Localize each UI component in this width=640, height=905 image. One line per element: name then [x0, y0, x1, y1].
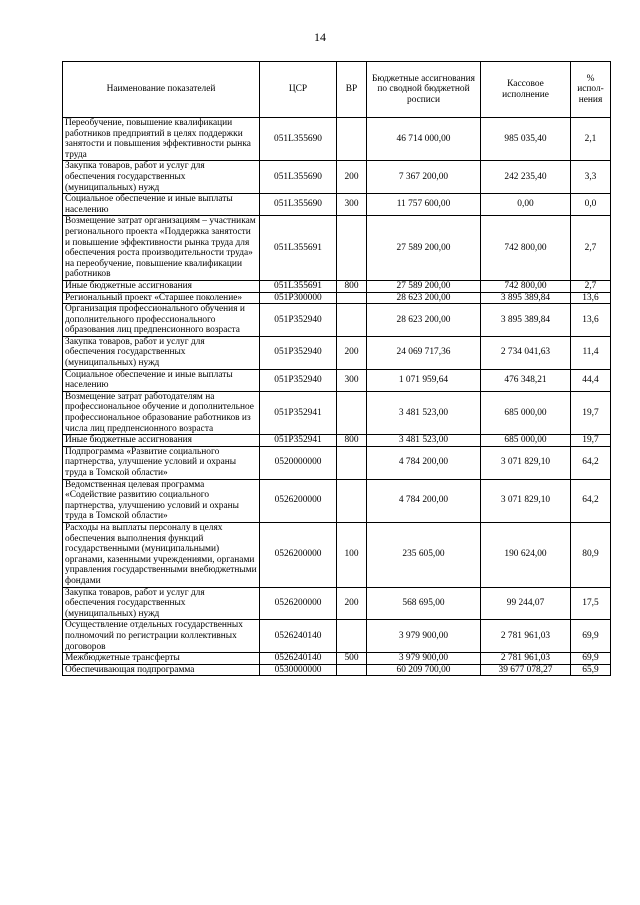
row-cash: 742 800,00 — [481, 216, 571, 281]
table-row — [63, 435, 611, 447]
row-vr — [337, 118, 367, 161]
header-percent: % испол-нения — [571, 62, 611, 118]
row-name: Обеспечивающая подпрограмма — [63, 664, 260, 676]
row-assignments: 27 589 200,00 — [367, 216, 481, 281]
row-assignments: 11 757 600,00 — [367, 194, 481, 216]
row-name: Региональный проект «Старшее поколение» — [63, 292, 260, 304]
row-cash: 190 624,00 — [481, 522, 571, 587]
row-vr: 500 — [337, 653, 367, 665]
row-cash: 476 348,21 — [481, 369, 571, 391]
row-percent: 64,2 — [571, 479, 611, 522]
table-row — [63, 664, 611, 676]
row-name: Возмещение затрат организациям – участникам регионального проекта «Поддержка занятости и повышение эффективности рынка труда для обеспечения роста производительности труда» на переобучение, повышение квалификации работников — [63, 216, 260, 281]
row-cash: 2 734 041,63 — [481, 336, 571, 369]
row-percent: 80,9 — [571, 522, 611, 587]
row-vr — [337, 620, 367, 653]
row-csr: 051P352940 — [260, 336, 337, 369]
row-vr — [337, 664, 367, 676]
row-percent: 19,7 — [571, 435, 611, 447]
row-percent: 2,7 — [571, 280, 611, 292]
table-row — [63, 292, 611, 304]
table-row — [63, 522, 611, 587]
row-cash: 2 781 961,03 — [481, 620, 571, 653]
row-csr: 051L355690 — [260, 161, 337, 194]
row-assignments: 7 367 200,00 — [367, 161, 481, 194]
row-cash: 3 071 829,10 — [481, 479, 571, 522]
row-vr: 200 — [337, 161, 367, 194]
header-cash-execution: Кассовое исполнение — [481, 62, 571, 118]
row-csr: 0530000000 — [260, 664, 337, 676]
row-percent: 69,9 — [571, 653, 611, 665]
row-assignments: 24 069 717,36 — [367, 336, 481, 369]
row-csr: 0526200000 — [260, 522, 337, 587]
row-name: Расходы на выплаты персоналу в целях обеспечения выполнения функций государственными (муниципальными) органами, казенными учреждениями, органами управления государственными внебюджетными фондами — [63, 522, 260, 587]
table-row — [63, 280, 611, 292]
row-name: Социальное обеспечение и иные выплаты населению — [63, 369, 260, 391]
row-cash: 0,00 — [481, 194, 571, 216]
row-csr: 051P352941 — [260, 435, 337, 447]
row-name: Закупка товаров, работ и услуг для обеспечения государственных (муниципальных) нужд — [63, 587, 260, 620]
row-name: Межбюджетные трансферты — [63, 653, 260, 665]
row-cash: 742 800,00 — [481, 280, 571, 292]
row-name: Закупка товаров, работ и услуг для обеспечения государственных (муниципальных) нужд — [63, 161, 260, 194]
row-name: Организация профессионального обучения и дополнительного профессионального образования лиц предпенсионного возраста — [63, 304, 260, 337]
table-row — [63, 194, 611, 216]
row-csr: 051L355691 — [260, 216, 337, 281]
table-row — [63, 391, 611, 434]
row-percent: 64,2 — [571, 446, 611, 479]
row-name: Иные бюджетные ассигнования — [63, 280, 260, 292]
row-percent: 2,7 — [571, 216, 611, 281]
row-cash: 3 071 829,10 — [481, 446, 571, 479]
row-csr: 051P352941 — [260, 391, 337, 434]
row-percent: 44,4 — [571, 369, 611, 391]
row-csr: 0526200000 — [260, 479, 337, 522]
row-vr: 200 — [337, 336, 367, 369]
table-row — [63, 587, 611, 620]
row-vr — [337, 292, 367, 304]
row-vr: 100 — [337, 522, 367, 587]
row-name: Возмещение затрат работодателям на профессиональное обучение и дополнительное профессиональное образование работников из числа лиц предпенсионного возраста — [63, 391, 260, 434]
row-assignments: 4 784 200,00 — [367, 479, 481, 522]
row-assignments: 4 784 200,00 — [367, 446, 481, 479]
page-number: 14 — [314, 30, 326, 44]
row-assignments: 3 979 900,00 — [367, 653, 481, 665]
row-name: Иные бюджетные ассигнования — [63, 435, 260, 447]
header-csr: ЦСР — [260, 62, 337, 118]
row-vr: 300 — [337, 194, 367, 216]
row-csr: 0526240140 — [260, 653, 337, 665]
row-percent: 19,7 — [571, 391, 611, 434]
row-csr: 051P300000 — [260, 292, 337, 304]
budget-execution-table — [62, 61, 611, 676]
row-cash: 3 895 389,84 — [481, 292, 571, 304]
row-csr: 0526200000 — [260, 587, 337, 620]
row-assignments: 1 071 959,64 — [367, 369, 481, 391]
row-vr: 200 — [337, 587, 367, 620]
row-vr — [337, 446, 367, 479]
row-name: Социальное обеспечение и иные выплаты населению — [63, 194, 260, 216]
row-percent: 13,6 — [571, 292, 611, 304]
row-cash: 99 244,07 — [481, 587, 571, 620]
row-csr: 051P352940 — [260, 369, 337, 391]
row-assignments: 3 481 523,00 — [367, 435, 481, 447]
row-vr: 300 — [337, 369, 367, 391]
row-name: Переобучение, повышение квалификации работников предприятий в целях поддержки занятости и повышения эффективности рынка труда — [63, 118, 260, 161]
row-percent: 17,5 — [571, 587, 611, 620]
row-percent: 13,6 — [571, 304, 611, 337]
table-row — [63, 216, 611, 281]
row-assignments: 60 209 700,00 — [367, 664, 481, 676]
row-percent: 2,1 — [571, 118, 611, 161]
row-assignments: 28 623 200,00 — [367, 304, 481, 337]
row-cash: 242 235,40 — [481, 161, 571, 194]
table-row — [63, 446, 611, 479]
row-name: Осуществление отдельных государственных полномочий по регистрации коллективных договоров — [63, 620, 260, 653]
row-csr: 051L355691 — [260, 280, 337, 292]
table-header-row — [63, 62, 611, 118]
row-cash: 685 000,00 — [481, 391, 571, 434]
row-vr — [337, 304, 367, 337]
table-row — [63, 369, 611, 391]
row-cash: 2 781 961,03 — [481, 653, 571, 665]
row-cash: 685 000,00 — [481, 435, 571, 447]
row-vr: 800 — [337, 435, 367, 447]
row-assignments: 46 714 000,00 — [367, 118, 481, 161]
row-vr — [337, 391, 367, 434]
row-csr: 051L355690 — [260, 118, 337, 161]
row-assignments: 568 695,00 — [367, 587, 481, 620]
table-row — [63, 118, 611, 161]
header-assignments: Бюджетные ассигнования по сводной бюджетной росписи — [367, 62, 481, 118]
header-vr: ВР — [337, 62, 367, 118]
row-name: Закупка товаров, работ и услуг для обеспечения государственных (муниципальных) нужд — [63, 336, 260, 369]
table-row — [63, 304, 611, 337]
row-csr: 051P352940 — [260, 304, 337, 337]
row-assignments: 28 623 200,00 — [367, 292, 481, 304]
row-percent: 69,9 — [571, 620, 611, 653]
row-assignments: 27 589 200,00 — [367, 280, 481, 292]
row-assignments: 3 979 900,00 — [367, 620, 481, 653]
header-name: Наименование показателей — [63, 62, 260, 118]
table-row — [63, 336, 611, 369]
row-csr: 0526240140 — [260, 620, 337, 653]
row-csr: 0520000000 — [260, 446, 337, 479]
row-vr: 800 — [337, 280, 367, 292]
row-assignments: 3 481 523,00 — [367, 391, 481, 434]
table-row — [63, 620, 611, 653]
table-row — [63, 653, 611, 665]
row-percent: 11,4 — [571, 336, 611, 369]
row-vr — [337, 479, 367, 522]
row-cash: 39 677 078,27 — [481, 664, 571, 676]
row-percent: 0,0 — [571, 194, 611, 216]
row-name: Подпрограмма «Развитие социального партнерства, улучшение условий и охраны труда в Томской области» — [63, 446, 260, 479]
row-assignments: 235 605,00 — [367, 522, 481, 587]
row-cash: 985 035,40 — [481, 118, 571, 161]
row-cash: 3 895 389,84 — [481, 304, 571, 337]
table-row — [63, 479, 611, 522]
row-vr — [337, 216, 367, 281]
row-percent: 3,3 — [571, 161, 611, 194]
table-row — [63, 161, 611, 194]
row-name: Ведомственная целевая программа «Содействие развитию социального партнерства, улучшению условий и охраны труда в Томской области» — [63, 479, 260, 522]
row-percent: 65,9 — [571, 664, 611, 676]
row-csr: 051L355690 — [260, 194, 337, 216]
